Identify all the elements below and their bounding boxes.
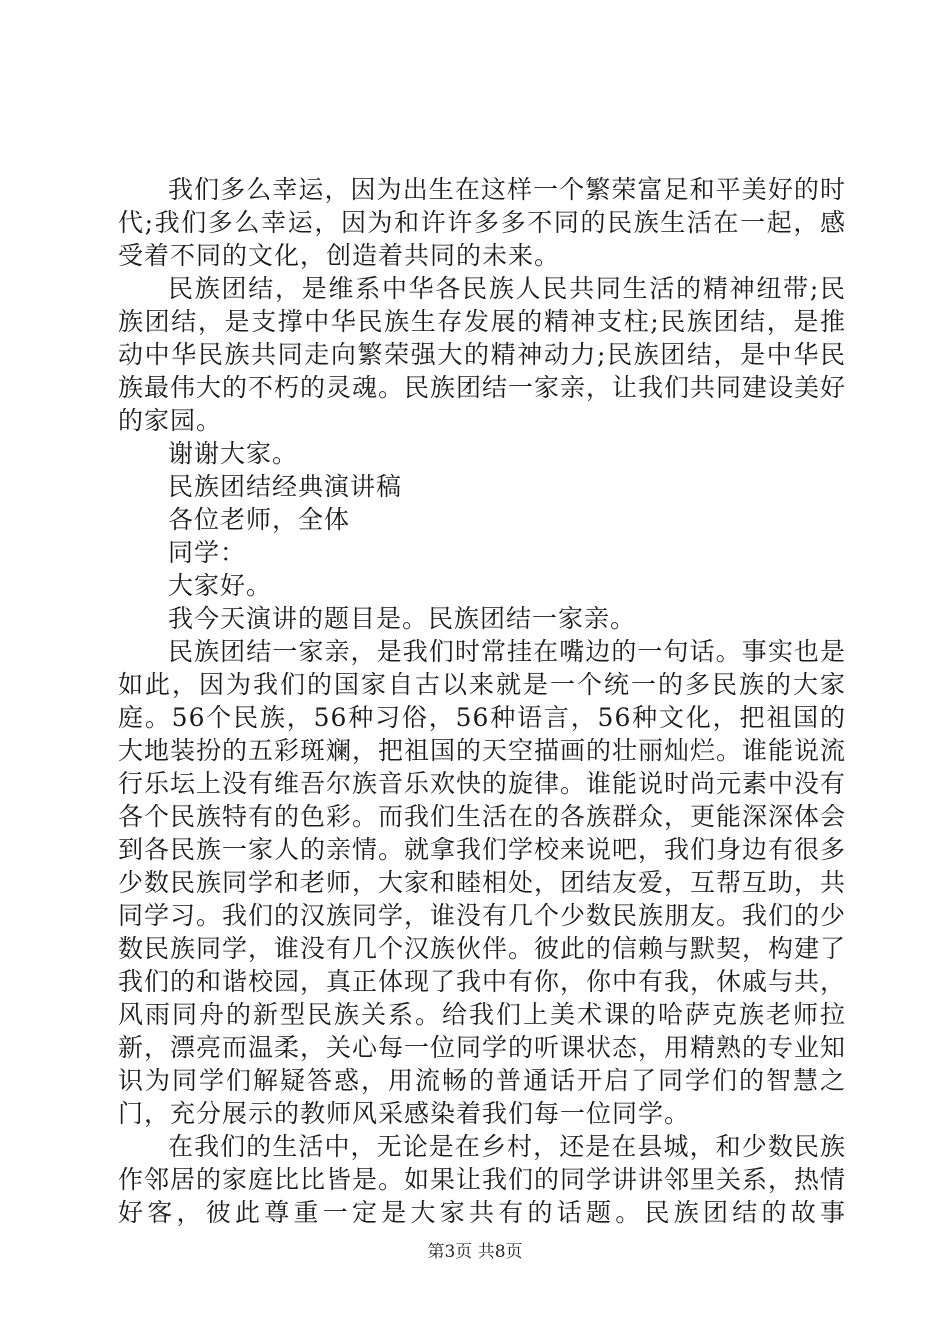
section-heading: 民族团结经典演讲稿 (168, 472, 403, 501)
paragraph: 民族团结一家亲，是我们时常挂在嘴边的一句话。事实也是如此，因为我们的国家自古以来就是一个统一的多民族的大家庭。56个民族，56种习俗，56种语言，56种文化，把祖国的大地装扮的五彩斑斓，把祖国的天空描画的壮丽灿烂。谁能说流行乐坛上没有维吾尔族音乐欢快的旋律。谁能说时尚元素中没有各个民族特有的色彩。而我们生活在的各族群众，更能深深体会到各民族一家人的亲情。就拿我们学校来说吧，我们身边有很多少数民族同学和老师，大家和睦相处，团结友爱，互帮互助，共同学习。我们的汉族同学，谁没有几个少数民族朋友。我们的少数民族同学，谁没有几个汉族伙伴。彼此的信赖与默契，构建了我们的和谐校园，真正体现了我中有你，你中有我，休戚与共，风雨同舟的新型民族关系。给我们上美术课的哈萨克族老师拉新，漂亮而温柔，关心每一位同学的听课状态，用精熟的专业知识为同学们解疑答惑，用流畅的普通话开启了同学们的智慧之门，充分展示的教师风采感染着我们每一位同学。 (118, 637, 847, 1128)
paragraph: 我今天演讲的题目是。民族团结一家亲。 (168, 604, 637, 633)
page-number-footer: 第3页 共8页 (427, 1242, 523, 1262)
greeting-line: 大家好。 (168, 571, 273, 600)
paragraph: 谢谢大家。 (168, 439, 299, 468)
salutation-line: 同学： (168, 538, 247, 567)
paragraph: 民族团结，是维系中华各民族人民共同生活的精神纽带;民族团结，是支撑中华民族生存发展的精神支柱;民族团结，是推动中华民族共同走向繁荣强大的精神动力;民族团结，是中华民族最伟大的不朽的灵魂。民族团结一家亲，让我们共同建设美好的家园。 (118, 274, 847, 435)
paragraph: 在我们的生活中，无论是在乡村，还是在县城，和少数民族作邻居的家庭比比皆是。如果让我们的同学讲讲邻里关系，热情好客，彼此尊重一定是大家共有的话题。民族团结的故事 (118, 1132, 847, 1227)
paragraph: 我们多么幸运，因为出生在这样一个繁荣富足和平美好的时代;我们多么幸运，因为和许许多多不同的民族生活在一起，感受着不同的文化，创造着共同的未来。 (118, 175, 846, 270)
salutation-line: 各位老师，全体 (168, 505, 351, 534)
document-body (118, 173, 846, 1229)
